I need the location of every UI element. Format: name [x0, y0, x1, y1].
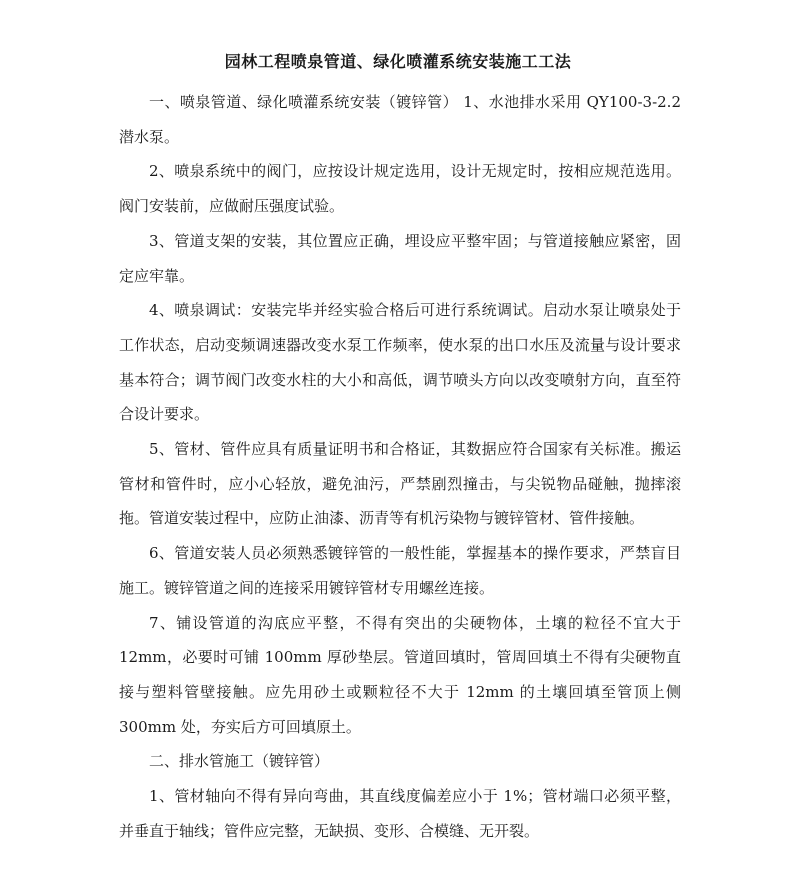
document-title: 园林工程喷泉管道、绿化喷灌系统安装施工工法 — [224, 52, 572, 71]
paragraph-item-2: 2、喷泉系统中的阀门，应按设计规定选用，设计无规定时，按相应规范选用。阀门安装前，应做耐压强度试验。 — [119, 162, 681, 216]
paragraph-item-4: 4、喷泉调试：安装完毕并经实验合格后可进行系统调试。启动水泵让喷泉处于工作状态，启动变频调速器改变水泵工作频率，使水泵的出口水压及流量与设计要求基本符合；调节阀门改变水柱的大小和高低，调节喷头方向以改变喷射方向，直至符合设计要求。 — [119, 301, 681, 424]
paragraph-item-6: 6、管道安装人员必须熟悉镀锌管的一般性能，掌握基本的操作要求，严禁盲目施工。镀锌管道之间的连接采用镀锌管材专用螺丝连接。 — [119, 544, 681, 597]
section-heading-2: 二、排水管施工（镀锌管） — [149, 752, 330, 771]
paragraph-item-5: 5、管材、管件应具有质量证明书和合格证，其数据应符合国家有关标准。搬运管材和管件时，应小心轻放，避免油污，严禁剧烈撞击，与尖锐物品碰触，抛摔滚拖。管道安装过程中，应防止油漆、沥青等有机污染物与镀锌管材、管件接触。 — [119, 440, 681, 528]
paragraph-section-2-item-1: 1、管材轴向不得有异向弯曲，其直线度偏差应小于 1%；管材端口必须平整，并垂直于轴线；管件应完整，无缺损、变形、合模缝、无开裂。 — [119, 787, 681, 840]
paragraph-section-1-item-1: 一、喷泉管道、绿化喷灌系统安装（镀锌管） 1、水池排水采用 QY100-3-2.2 潜水泵。 — [119, 93, 681, 146]
paragraph-item-7: 7、铺设管道的沟底应平整，不得有突出的尖硬物体，土壤的粒径不宜大于 12mm，必要时可铺 100mm 厚砂垫层。管道回填时，管周回填土不得有尖硬物直接与塑料管壁接触。应先用砂土或颗粒径不大于 12mm 的土壤回填至管顶上侧 300mm 处，夯实后方可回填原土。 — [119, 613, 681, 736]
document-body — [119, 85, 681, 848]
paragraph-item-3: 3、管道支架的安装，其位置应正确，埋设应平整牢固；与管道接触应紧密，固定应牢靠。 — [119, 231, 681, 285]
